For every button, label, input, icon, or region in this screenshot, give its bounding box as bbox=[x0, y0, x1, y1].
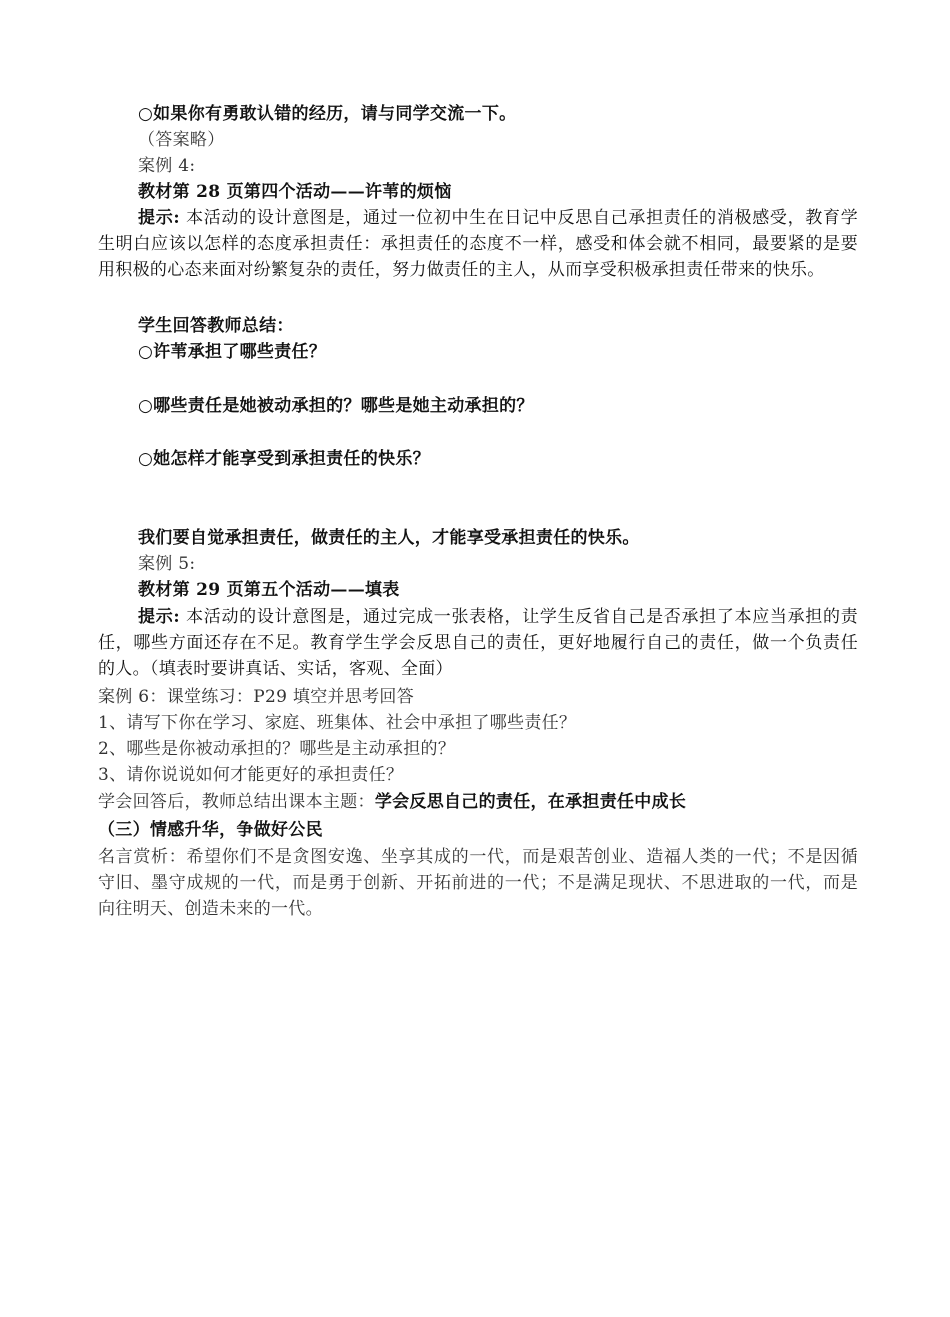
hint-text: 本活动的设计意图是，通过完成一张表格，让学生反省自己是否承担了本应当承担的责任，哪些方面还存在不足。教育学生学会反思自己的责任，更好地履行自己的责任，做一个负责任的人。（填表时要讲真话、实话，客观、全面） bbox=[98, 607, 858, 679]
answer-omitted: （答案略） bbox=[138, 130, 225, 150]
question-1: ○许苇承担了哪些责任？ bbox=[138, 342, 327, 362]
case-5-hint bbox=[98, 604, 858, 682]
hint-text: 本活动的设计意图是，通过一位初中生在日记中反思自己承担责任的消极感受，教育学生明白应该以怎样的态度承担责任：承担责任的态度不一样，感受和体会就不相同，最要紧的是要用积极的心态来面对纷繁复杂的责任，努力做责任的主人，从而享受积极承担责任带来的快乐。 bbox=[98, 208, 858, 280]
theme-summary bbox=[98, 789, 858, 815]
famous-quote: 名言赏析：希望你们不是贪图安逸、坐享其成的一代，而是艰苦创业、造福人类的一代；不是因循守旧、墨守成规的一代，而是勇于创新、开拓前进的一代；不是满足现状、不思进取的一代，而是向往明天、创造未来的一代。 bbox=[98, 847, 858, 919]
question-3: ○她怎样才能享受到承担责任的快乐？ bbox=[138, 449, 430, 469]
case-6-label: 案例 6：课堂练习：P29 填空并思考回答 bbox=[98, 687, 414, 707]
exercise-2: 2、哪些是你被动承担的？哪些是主动承担的？ bbox=[98, 739, 456, 759]
exercise-1: 1、请写下你在学习、家庭、班集体、社会中承担了哪些责任？ bbox=[98, 713, 577, 733]
exercise-3: 3、请你说说如何才能更好的承担责任？ bbox=[98, 765, 404, 785]
teacher-summary-label: 学生回答教师总结： bbox=[138, 316, 294, 336]
section-heading: （三）情感升华，争做好公民 bbox=[98, 820, 323, 840]
case-4-hint bbox=[98, 205, 858, 283]
conclusion-statement: 我们要自觉承担责任，做责任的主人，才能享受承担责任的快乐。 bbox=[138, 528, 640, 548]
question-2: ○哪些责任是她被动承担的？哪些是她主动承担的？ bbox=[138, 396, 534, 416]
theme-summary-lead: 学会回答后，教师总结出课本主题： bbox=[98, 792, 375, 812]
case-4-label: 案例 4: bbox=[138, 156, 196, 176]
theme-summary-theme: 学会反思自己的责任，在承担责任中成长 bbox=[374, 792, 687, 812]
prompt-share-experience: ○如果你有勇敢认错的经历，请与同学交流一下。 bbox=[138, 104, 517, 124]
case-4-title: 教材第 28 页第四个活动——许苇的烦恼 bbox=[138, 182, 452, 202]
hint-label: 提示: bbox=[138, 208, 180, 228]
case-5-title: 教材第 29 页第五个活动——填表 bbox=[138, 580, 400, 600]
hint-label: 提示: bbox=[138, 607, 180, 627]
case-5-label: 案例 5: bbox=[138, 554, 196, 574]
